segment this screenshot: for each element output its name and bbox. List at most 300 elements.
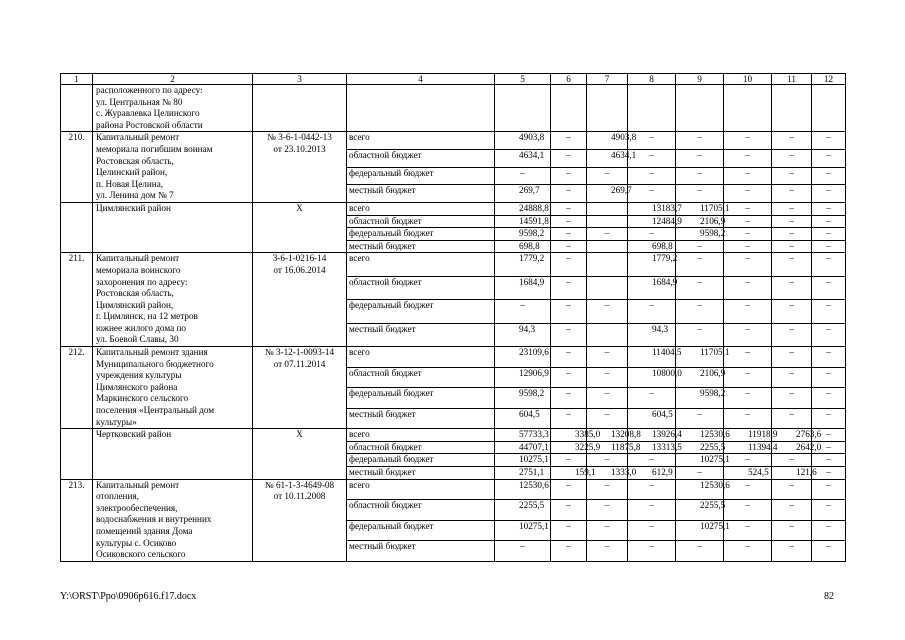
value-cell-col-5: – xyxy=(495,300,551,323)
column-header-11: 11 xyxy=(772,74,812,85)
value-cell-col-7: – xyxy=(587,520,628,541)
entry-number: 213. xyxy=(61,479,93,561)
value-cell-col-6: – xyxy=(551,388,587,409)
value-cell-col-8: – xyxy=(628,520,676,541)
description-line: поселения «Центральный дом xyxy=(96,405,215,416)
value-cell-col-5: 1684,9 xyxy=(495,276,551,299)
footer-file-path: Y:\ORST\Ppo\0906p616.f17.docx xyxy=(60,591,197,602)
value-cell-col-12: – xyxy=(812,454,846,467)
value-cell-col-12: – xyxy=(812,323,846,346)
document-line: от 10.11.2008 xyxy=(273,491,326,502)
value-cell-col-7: 1333,0 xyxy=(587,467,628,480)
entry-document xyxy=(253,253,347,347)
document-line: № 3-12-1-0093-14 xyxy=(264,347,335,358)
value-cell-col-8: – xyxy=(628,132,676,150)
value-cell-col-11: 2642,0 xyxy=(772,441,812,454)
value-cell-col-11: – xyxy=(772,479,812,500)
value-cell-col-5: 698,8 xyxy=(495,240,551,253)
funding-source-label: всего xyxy=(347,132,495,150)
value-cell-col-5: 604,5 xyxy=(495,408,551,429)
value-cell-col-11: – xyxy=(772,408,812,429)
value-cell-col-10: – xyxy=(724,202,772,215)
column-header-6: 6 xyxy=(551,74,587,85)
value-cell-col-9: 2106,9 xyxy=(676,215,724,228)
value-cell-col-10: – xyxy=(724,388,772,409)
value-cell-col-7 xyxy=(587,215,628,228)
document-line: 3-6-1-0216-14 xyxy=(272,253,327,264)
table-row xyxy=(61,202,846,215)
value-cell-col-5: 269,7 xyxy=(495,185,551,203)
value-cell-col-5: – xyxy=(495,541,551,562)
value-cell-col-12: – xyxy=(812,367,846,388)
value-cell-col-8: – xyxy=(628,388,676,409)
value-cell-col-6: 159,1 xyxy=(551,467,587,480)
value-cell-col-12: – xyxy=(812,479,846,500)
value-cell-col-9: – xyxy=(676,276,724,299)
value-cell-col-5: – xyxy=(495,167,551,185)
entry-description xyxy=(93,479,253,561)
entry-document xyxy=(253,479,347,561)
funding-source-label: областной бюджет xyxy=(347,276,495,299)
value-cell-col-5: 10275,1 xyxy=(495,520,551,541)
value-cell-col-9: – xyxy=(676,467,724,480)
description-line: мемориала воинского xyxy=(96,264,181,275)
continuation-row xyxy=(61,85,846,132)
value-cell-col-9: 9598,2 xyxy=(676,228,724,241)
value-cell-col-12: – xyxy=(812,388,846,409)
value-cell-col-12: – xyxy=(812,253,846,276)
value-cell-col-6: – xyxy=(551,520,587,541)
value-cell-col-9: 2255,5 xyxy=(676,441,724,454)
description-line: культуры с. Осиково xyxy=(96,537,177,548)
value-cell-col-7 xyxy=(587,202,628,215)
description-line: ул. Ленина дом № 7 xyxy=(96,190,174,201)
description-line: ул. Боевой Славы, 30 xyxy=(96,334,179,345)
value-cell-col-6: – xyxy=(551,228,587,241)
value-cell-col-6: – xyxy=(551,300,587,323)
description-line: культуры» xyxy=(96,416,137,427)
value-cell-col-5: 12906,9 xyxy=(495,367,551,388)
value-cell-col-7: – xyxy=(587,408,628,429)
value-cell-col-5: 2255,5 xyxy=(495,500,551,521)
description-line: учреждения культуры xyxy=(96,370,182,381)
column-header-5: 5 xyxy=(495,74,551,85)
funding-source-label: областной бюджет xyxy=(347,441,495,454)
value-cell-col-5: 14591,8 xyxy=(495,215,551,228)
value-cell-col-11: – xyxy=(772,215,812,228)
value-cell-col-11: – xyxy=(772,228,812,241)
value-cell-col-12: – xyxy=(812,185,846,203)
document-line: от 23.10.2013 xyxy=(273,143,326,154)
value-cell-col-5: 94,3 xyxy=(495,323,551,346)
value-cell-col-6: – xyxy=(551,500,587,521)
value-cell-col-11: – xyxy=(772,202,812,215)
header-row xyxy=(61,74,846,85)
table-row xyxy=(61,479,846,500)
value-cell-col-11: – xyxy=(772,454,812,467)
funding-source-label: местный бюджет xyxy=(347,240,495,253)
value-cell-col-10: – xyxy=(724,185,772,203)
entry-number xyxy=(61,429,93,479)
column-header-3: 3 xyxy=(253,74,347,85)
value-cell-col-5: 44707,1 xyxy=(495,441,551,454)
value-cell-col-12: – xyxy=(812,202,846,215)
value-cell-col-10: – xyxy=(724,408,772,429)
funding-source-label: всего xyxy=(347,479,495,500)
value-cell-col-7: 13208,8 xyxy=(587,429,628,442)
value-cell-col-8: 11404,5 xyxy=(628,347,676,368)
value-cell-col-7: – xyxy=(587,454,628,467)
value-cell-col-7: – xyxy=(587,367,628,388)
description-line: электрообеспечения, xyxy=(96,502,178,513)
description-line: Ростовская область, xyxy=(96,155,174,166)
value-cell-col-10: – xyxy=(724,454,772,467)
table-row xyxy=(61,132,846,150)
entry-description xyxy=(93,253,253,347)
table-row xyxy=(61,347,846,368)
description-line: помещений здания Дома xyxy=(96,525,193,536)
value-cell-col-7 xyxy=(587,240,628,253)
value-cell-col-9: – xyxy=(676,323,724,346)
value-cell-col-10: – xyxy=(724,215,772,228)
value-cell-col-11: – xyxy=(772,347,812,368)
value-cell-col-8: 13183,7 xyxy=(628,202,676,215)
value-cell-col-5: 4634,1 xyxy=(495,150,551,168)
description-line: Цимлянский район xyxy=(96,202,171,213)
funding-source-label: всего xyxy=(347,429,495,442)
value-cell-col-7: – xyxy=(587,388,628,409)
value-cell-col-12: – xyxy=(812,240,846,253)
value-cell-col-10: 11918,9 xyxy=(724,429,772,442)
value-cell-col-8: – xyxy=(628,479,676,500)
value-cell-col-9: – xyxy=(676,253,724,276)
funding-source-label: федеральный бюджет xyxy=(347,388,495,409)
value-cell-col-12: – xyxy=(812,408,846,429)
column-header-1: 1 xyxy=(61,74,93,85)
description-line: Капитальный ремонт xyxy=(96,479,180,490)
funding-source-label: федеральный бюджет xyxy=(347,454,495,467)
column-header-7: 7 xyxy=(587,74,628,85)
value-cell-col-8: – xyxy=(628,500,676,521)
value-cell-col-8: – xyxy=(628,150,676,168)
value-cell-col-11: – xyxy=(772,300,812,323)
value-cell-col-10: – xyxy=(724,253,772,276)
description-line: п. Новая Целина, xyxy=(96,178,164,189)
funding-source-label: местный бюджет xyxy=(347,541,495,562)
column-header-4: 4 xyxy=(347,74,495,85)
entry-document xyxy=(253,202,347,252)
value-cell-col-7: – xyxy=(587,347,628,368)
value-cell-col-11: – xyxy=(772,388,812,409)
value-cell-col-9: – xyxy=(676,150,724,168)
value-cell-col-6: 3225,9 xyxy=(551,441,587,454)
value-cell-col-8: 1684,9 xyxy=(628,276,676,299)
value-cell-col-11: – xyxy=(772,541,812,562)
value-cell-col-10: – xyxy=(724,228,772,241)
entry-description xyxy=(93,132,253,203)
description-line: Капитальный ремонт xyxy=(96,132,180,143)
value-cell-col-6: – xyxy=(551,240,587,253)
value-cell-col-10: – xyxy=(724,520,772,541)
value-cell-col-10: – xyxy=(724,300,772,323)
table-row xyxy=(61,429,846,442)
funding-source-label: областной бюджет xyxy=(347,500,495,521)
value-cell-col-8: – xyxy=(628,541,676,562)
value-cell-col-6: – xyxy=(551,367,587,388)
value-cell-col-9: – xyxy=(676,541,724,562)
column-header-2: 2 xyxy=(93,74,253,85)
value-cell-col-11: – xyxy=(772,367,812,388)
entry-description xyxy=(93,202,253,252)
description-line: Целинский район, xyxy=(96,167,168,178)
document-line: от 16.06.2014 xyxy=(273,264,326,275)
value-cell-col-5: 10275,1 xyxy=(495,454,551,467)
value-cell-col-6: – xyxy=(551,150,587,168)
value-cell-col-5: 57733,3 xyxy=(495,429,551,442)
value-cell-col-6: – xyxy=(551,276,587,299)
value-cell-col-11: – xyxy=(772,185,812,203)
value-cell-col-9: – xyxy=(676,167,724,185)
value-cell-col-11: – xyxy=(772,150,812,168)
value-cell-col-7: – xyxy=(587,300,628,323)
value-cell-col-8: 1779,2 xyxy=(628,253,676,276)
entry-document xyxy=(253,429,347,479)
funding-source-label: местный бюджет xyxy=(347,323,495,346)
value-cell-col-8: – xyxy=(628,300,676,323)
value-cell-col-12: – xyxy=(812,441,846,454)
value-cell-col-7: 269,7 xyxy=(587,185,628,203)
value-cell-col-8: – xyxy=(628,185,676,203)
value-cell-col-11: – xyxy=(772,500,812,521)
value-cell-col-7: 11875,8 xyxy=(587,441,628,454)
value-cell-col-5: 4903,8 xyxy=(495,132,551,150)
description-line: Цимлянского района xyxy=(96,381,178,392)
value-cell-col-10: – xyxy=(724,500,772,521)
value-cell-col-12: – xyxy=(812,228,846,241)
value-cell-col-12: – xyxy=(812,300,846,323)
value-cell-col-10: – xyxy=(724,276,772,299)
value-cell-col-10: – xyxy=(724,541,772,562)
value-cell-col-9: 9598,2 xyxy=(676,388,724,409)
description-line: Цимлянский район, xyxy=(96,299,174,310)
description-line: захоронения по адресу: xyxy=(96,276,188,287)
funding-source-label: федеральный бюджет xyxy=(347,300,495,323)
value-cell-col-7: – xyxy=(587,479,628,500)
funding-source-label: местный бюджет xyxy=(347,185,495,203)
value-cell-col-6: – xyxy=(551,479,587,500)
value-cell-col-6: – xyxy=(551,202,587,215)
value-cell-col-10: – xyxy=(724,240,772,253)
entry-description xyxy=(93,347,253,429)
description-line: Муниципального бюджетного xyxy=(96,358,214,369)
value-cell-col-6: – xyxy=(551,253,587,276)
description-line: отопления, xyxy=(96,491,139,502)
value-cell-col-10: – xyxy=(724,347,772,368)
value-cell-col-12: – xyxy=(812,541,846,562)
value-cell-col-6: – xyxy=(551,323,587,346)
value-cell-col-10: – xyxy=(724,367,772,388)
value-cell-col-9: 2255,5 xyxy=(676,500,724,521)
value-cell-col-6: – xyxy=(551,185,587,203)
description-line: г. Цимлянск, на 12 метров xyxy=(96,311,198,322)
value-cell-col-9: – xyxy=(676,132,724,150)
funding-source-label: областной бюджет xyxy=(347,150,495,168)
budget-table xyxy=(60,73,846,562)
description-line: с. Журавлевка Целинского xyxy=(96,108,200,119)
document-line: от 07.11.2014 xyxy=(273,358,326,369)
value-cell-col-12: – xyxy=(812,132,846,150)
value-cell-col-8: 94,3 xyxy=(628,323,676,346)
value-cell-col-8: – xyxy=(628,167,676,185)
value-cell-col-6: – xyxy=(551,347,587,368)
value-cell-col-6: – xyxy=(551,167,587,185)
value-cell-col-12: – xyxy=(812,429,846,442)
value-cell-col-12: – xyxy=(812,347,846,368)
value-cell-col-7: – xyxy=(587,228,628,241)
value-cell-col-6: – xyxy=(551,215,587,228)
value-cell-col-7 xyxy=(587,253,628,276)
value-cell-col-5: 1779,2 xyxy=(495,253,551,276)
value-cell-col-11: – xyxy=(772,253,812,276)
value-cell-col-8: 698,8 xyxy=(628,240,676,253)
value-cell-col-12: – xyxy=(812,500,846,521)
value-cell-col-8: 12484,9 xyxy=(628,215,676,228)
description-line: расположенного по адресу: xyxy=(96,85,203,95)
footer-page-number: 82 xyxy=(824,591,834,602)
funding-source-label: местный бюджет xyxy=(347,408,495,429)
funding-source-label: всего xyxy=(347,253,495,276)
value-cell-col-11: 121,6 xyxy=(772,467,812,480)
value-cell-col-11: 2763,6 xyxy=(772,429,812,442)
value-cell-col-8: 604,5 xyxy=(628,408,676,429)
description-line: Маркинского сельского xyxy=(96,393,189,404)
description-line: Ростовская область, xyxy=(96,288,174,299)
value-cell-col-9: – xyxy=(676,240,724,253)
column-header-10: 10 xyxy=(724,74,772,85)
entry-document xyxy=(253,347,347,429)
funding-source-label: областной бюджет xyxy=(347,215,495,228)
value-cell-col-9: 12530,6 xyxy=(676,479,724,500)
description-line: водоснабжения и внутренних xyxy=(96,514,212,525)
column-header-9: 9 xyxy=(676,74,724,85)
value-cell-col-5: 9598,2 xyxy=(495,228,551,241)
value-cell-col-9: – xyxy=(676,300,724,323)
value-cell-col-12: – xyxy=(812,276,846,299)
entry-document xyxy=(253,132,347,203)
column-header-12: 12 xyxy=(812,74,846,85)
continuation-description xyxy=(93,85,253,132)
document-line: Х xyxy=(296,429,303,440)
funding-source-label: всего xyxy=(347,347,495,368)
value-cell-col-10: – xyxy=(724,132,772,150)
entry-description xyxy=(93,429,253,479)
value-cell-col-8: – xyxy=(628,454,676,467)
value-cell-col-9: 11705,1 xyxy=(676,347,724,368)
value-cell-col-10: – xyxy=(724,167,772,185)
value-cell-col-7: 4903,8 xyxy=(587,132,628,150)
value-cell-col-7: 4634,1 xyxy=(587,150,628,168)
value-cell-col-8: 10800,0 xyxy=(628,367,676,388)
funding-source-label: федеральный бюджет xyxy=(347,167,495,185)
value-cell-col-11: – xyxy=(772,240,812,253)
description-line: ул. Центральная № 80 xyxy=(96,96,183,107)
value-cell-col-7 xyxy=(587,276,628,299)
entry-number xyxy=(61,202,93,252)
value-cell-col-6: – xyxy=(551,454,587,467)
value-cell-col-5: 9598,2 xyxy=(495,388,551,409)
value-cell-col-12: – xyxy=(812,167,846,185)
value-cell-col-10: – xyxy=(724,323,772,346)
funding-source-label: местный бюджет xyxy=(347,467,495,480)
funding-source-label: федеральный бюджет xyxy=(347,228,495,241)
value-cell-col-10: – xyxy=(724,479,772,500)
value-cell-col-9: 2106,9 xyxy=(676,367,724,388)
value-cell-col-11: – xyxy=(772,167,812,185)
value-cell-col-10: – xyxy=(724,150,772,168)
description-line: мемориала погибшим воинам xyxy=(96,143,213,154)
description-line: Капитальный ремонт здания xyxy=(96,347,208,358)
value-cell-col-12: – xyxy=(812,150,846,168)
value-cell-col-5: 23109,6 xyxy=(495,347,551,368)
value-cell-col-7: – xyxy=(587,500,628,521)
value-cell-col-6: – xyxy=(551,408,587,429)
value-cell-col-8: 13926,4 xyxy=(628,429,676,442)
value-cell-col-7: – xyxy=(587,167,628,185)
value-cell-col-5: 24888,8 xyxy=(495,202,551,215)
value-cell-col-8: 612,9 xyxy=(628,467,676,480)
table-row xyxy=(61,253,846,276)
value-cell-col-9: 10275,1 xyxy=(676,454,724,467)
value-cell-col-6: – xyxy=(551,132,587,150)
funding-source-label: областной бюджет xyxy=(347,367,495,388)
funding-source-label: всего xyxy=(347,202,495,215)
value-cell-col-6: – xyxy=(551,541,587,562)
value-cell-col-9: 12530,6 xyxy=(676,429,724,442)
description-line: Осиковского сельского xyxy=(96,549,186,560)
entry-number: 211. xyxy=(61,253,93,347)
value-cell-col-12: – xyxy=(812,467,846,480)
value-cell-col-9: – xyxy=(676,408,724,429)
value-cell-col-6: 3385,0 xyxy=(551,429,587,442)
value-cell-col-7 xyxy=(587,323,628,346)
description-line: южнее жилого дома по xyxy=(96,322,186,333)
value-cell-col-11: – xyxy=(772,276,812,299)
value-cell-col-8: 13313,5 xyxy=(628,441,676,454)
document-line: Х xyxy=(296,202,303,213)
value-cell-col-5: 2751,1 xyxy=(495,467,551,480)
value-cell-col-12: – xyxy=(812,215,846,228)
value-cell-col-11: – xyxy=(772,323,812,346)
value-cell-col-12: – xyxy=(812,520,846,541)
value-cell-col-10: 11394,4 xyxy=(724,441,772,454)
value-cell-col-8: – xyxy=(628,228,676,241)
value-cell-col-10: 524,5 xyxy=(724,467,772,480)
funding-source-label: федеральный бюджет xyxy=(347,520,495,541)
document-line: № 3-6-1-0442-13 xyxy=(267,132,332,143)
value-cell-col-9: – xyxy=(676,185,724,203)
entry-number: 212. xyxy=(61,347,93,429)
document-line: № 61-1-3-4649-08 xyxy=(264,479,335,490)
value-cell-col-9: 11705,1 xyxy=(676,202,724,215)
value-cell-col-11: – xyxy=(772,132,812,150)
description-line: района Ростовской области xyxy=(96,119,203,130)
value-cell-col-7: – xyxy=(587,541,628,562)
value-cell-col-9: 10275,1 xyxy=(676,520,724,541)
value-cell-col-11: – xyxy=(772,520,812,541)
value-cell-col-5: 12530,6 xyxy=(495,479,551,500)
column-header-8: 8 xyxy=(628,74,676,85)
description-line: Капитальный ремонт xyxy=(96,253,180,264)
